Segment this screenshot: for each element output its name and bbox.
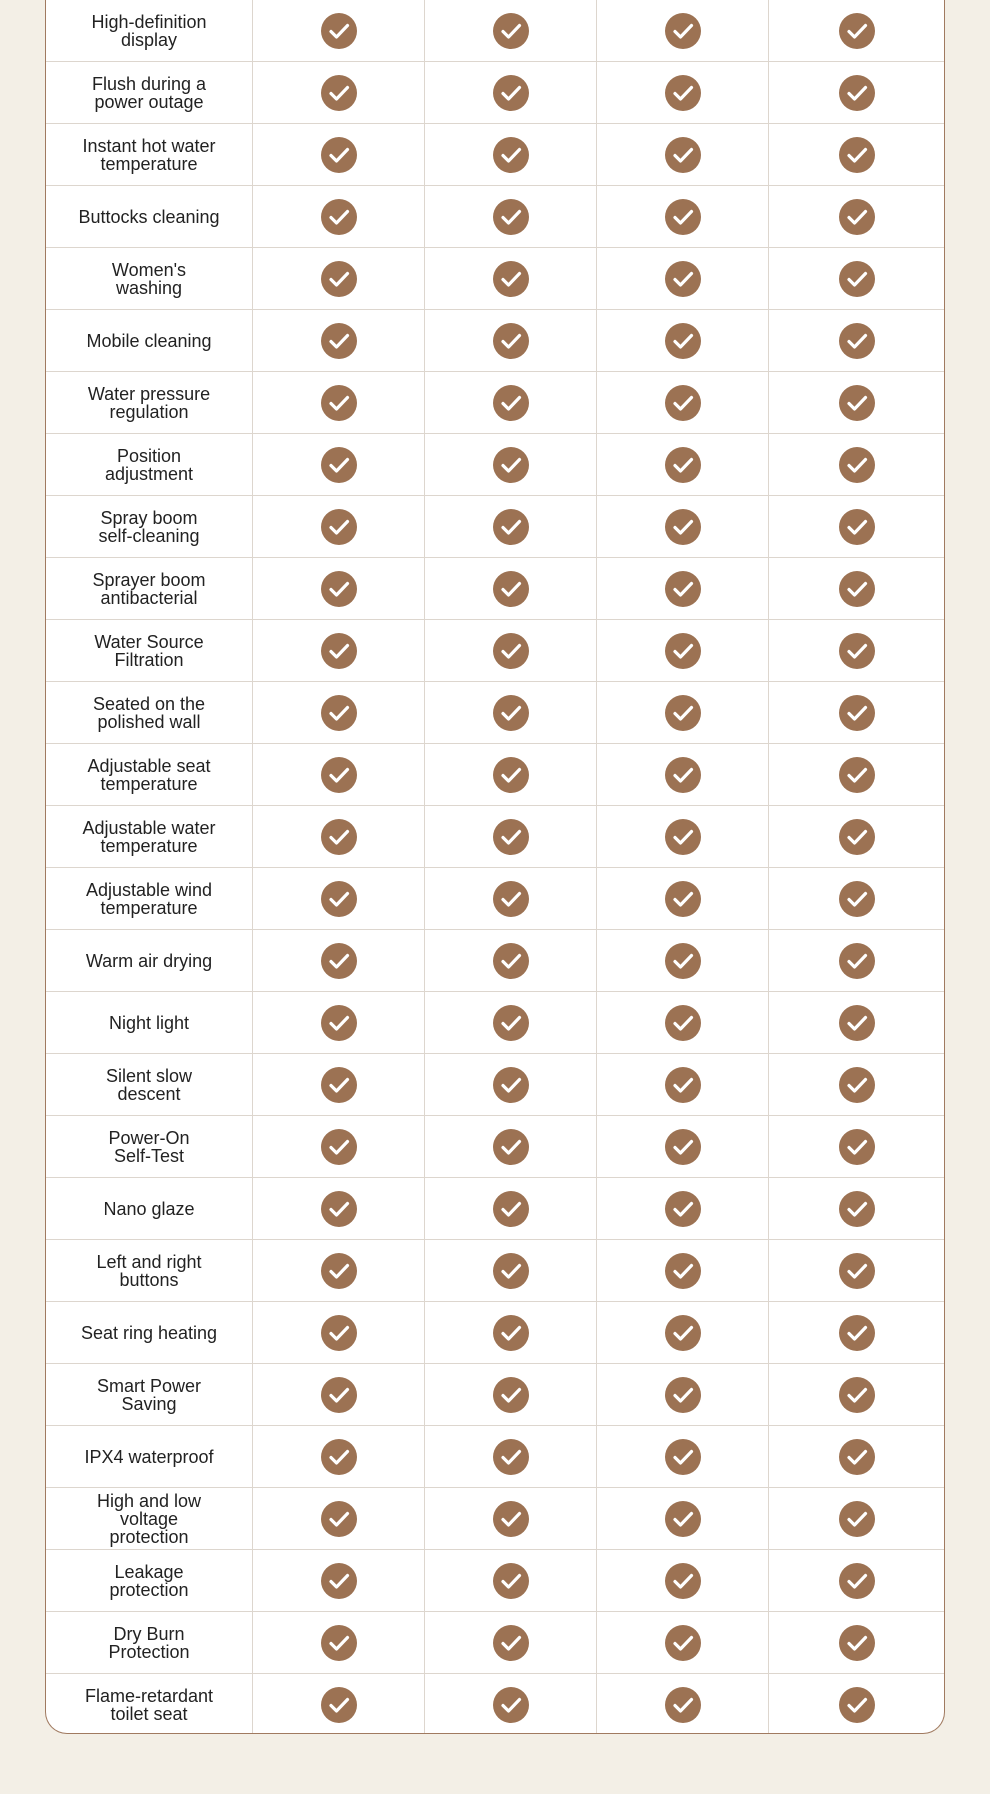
check-cell [597, 434, 769, 495]
check-cell [253, 1426, 425, 1487]
check-circle-icon [665, 695, 701, 731]
check-cell [425, 186, 597, 247]
check-circle-icon [321, 943, 357, 979]
check-circle-icon [665, 323, 701, 359]
check-circle-icon [839, 1005, 875, 1041]
check-circle-icon [665, 1315, 701, 1351]
check-circle-icon [839, 1563, 875, 1599]
check-cell [597, 1302, 769, 1363]
check-circle-icon [321, 1253, 357, 1289]
check-circle-icon [665, 1191, 701, 1227]
check-circle-icon [839, 943, 875, 979]
check-circle-icon [321, 1439, 357, 1475]
check-cell [769, 558, 944, 619]
check-circle-icon [839, 1315, 875, 1351]
check-circle-icon [665, 261, 701, 297]
check-cell [597, 1488, 769, 1549]
check-cell [769, 1550, 944, 1611]
check-circle-icon [493, 1005, 529, 1041]
check-cell [769, 1612, 944, 1673]
check-cell [425, 496, 597, 557]
feature-label: Adjustable water temperature [46, 806, 253, 867]
check-cell [253, 372, 425, 433]
check-cell [597, 868, 769, 929]
check-circle-icon [493, 695, 529, 731]
check-cell [597, 992, 769, 1053]
feature-label: Flush during a power outage [46, 62, 253, 123]
check-circle-icon [665, 1129, 701, 1165]
check-cell [769, 434, 944, 495]
check-cell [769, 248, 944, 309]
check-circle-icon [321, 1191, 357, 1227]
check-cell [425, 310, 597, 371]
table-row [46, 1488, 944, 1550]
feature-label: Mobile cleaning [46, 310, 253, 371]
check-circle-icon [665, 1005, 701, 1041]
check-circle-icon [665, 1625, 701, 1661]
feature-label: Buttocks cleaning [46, 186, 253, 247]
check-cell [425, 1426, 597, 1487]
feature-label: High and low voltage protection [46, 1488, 253, 1549]
check-cell [253, 62, 425, 123]
table-row [46, 186, 944, 248]
check-cell [425, 248, 597, 309]
check-circle-icon [493, 633, 529, 669]
table-row [46, 868, 944, 930]
check-circle-icon [839, 1253, 875, 1289]
check-circle-icon [321, 1067, 357, 1103]
check-cell [425, 1488, 597, 1549]
feature-label: Left and right buttons [46, 1240, 253, 1301]
check-cell [597, 0, 769, 61]
check-circle-icon [665, 447, 701, 483]
table-row [46, 248, 944, 310]
check-cell [597, 1054, 769, 1115]
feature-label: Women's washing [46, 248, 253, 309]
check-circle-icon [493, 1439, 529, 1475]
check-circle-icon [493, 1687, 529, 1723]
check-circle-icon [493, 757, 529, 793]
check-cell [425, 1054, 597, 1115]
feature-label: Sprayer boom antibacterial [46, 558, 253, 619]
check-cell [769, 62, 944, 123]
check-cell [769, 310, 944, 371]
check-circle-icon [839, 1687, 875, 1723]
check-circle-icon [321, 323, 357, 359]
check-cell [769, 1240, 944, 1301]
check-cell [425, 124, 597, 185]
check-circle-icon [493, 1625, 529, 1661]
check-cell [769, 868, 944, 929]
check-cell [425, 806, 597, 867]
check-circle-icon [665, 75, 701, 111]
check-circle-icon [839, 323, 875, 359]
feature-label: Flame-retardant toilet seat [46, 1674, 253, 1734]
feature-label: Position adjustment [46, 434, 253, 495]
table-row [46, 1116, 944, 1178]
table-row [46, 558, 944, 620]
check-circle-icon [665, 199, 701, 235]
check-circle-icon [665, 881, 701, 917]
check-circle-icon [493, 447, 529, 483]
check-cell [597, 310, 769, 371]
check-cell [425, 1178, 597, 1239]
check-cell [769, 930, 944, 991]
check-circle-icon [839, 199, 875, 235]
check-cell [253, 1302, 425, 1363]
check-circle-icon [493, 1563, 529, 1599]
feature-label: Spray boom self-cleaning [46, 496, 253, 557]
check-cell [425, 372, 597, 433]
check-cell [425, 1116, 597, 1177]
table-row [46, 992, 944, 1054]
table-row [46, 1550, 944, 1612]
check-circle-icon [665, 1253, 701, 1289]
check-cell [425, 1302, 597, 1363]
check-circle-icon [665, 943, 701, 979]
check-circle-icon [321, 1625, 357, 1661]
check-cell [253, 0, 425, 61]
check-cell [769, 992, 944, 1053]
check-circle-icon [321, 1501, 357, 1537]
check-cell [253, 1240, 425, 1301]
check-cell [769, 186, 944, 247]
check-circle-icon [839, 13, 875, 49]
check-cell [769, 1364, 944, 1425]
check-circle-icon [321, 571, 357, 607]
table-row [46, 62, 944, 124]
check-circle-icon [839, 261, 875, 297]
check-circle-icon [839, 1191, 875, 1227]
check-cell [597, 930, 769, 991]
check-circle-icon [321, 199, 357, 235]
check-cell [769, 744, 944, 805]
check-cell [597, 186, 769, 247]
check-circle-icon [493, 509, 529, 545]
check-cell [253, 124, 425, 185]
check-cell [253, 992, 425, 1053]
feature-comparison-table [45, 0, 945, 1734]
check-cell [425, 1674, 597, 1734]
check-circle-icon [493, 1129, 529, 1165]
check-circle-icon [839, 1439, 875, 1475]
check-circle-icon [321, 1129, 357, 1165]
feature-label: Smart Power Saving [46, 1364, 253, 1425]
check-cell [253, 806, 425, 867]
check-circle-icon [321, 1315, 357, 1351]
check-circle-icon [839, 447, 875, 483]
table-body [46, 0, 944, 1734]
check-circle-icon [493, 1501, 529, 1537]
check-circle-icon [665, 571, 701, 607]
check-cell [253, 310, 425, 371]
check-cell [769, 0, 944, 61]
feature-label: Dry Burn Protection [46, 1612, 253, 1673]
check-circle-icon [321, 819, 357, 855]
check-circle-icon [665, 509, 701, 545]
check-circle-icon [839, 137, 875, 173]
check-cell [253, 1612, 425, 1673]
check-circle-icon [665, 385, 701, 421]
check-cell [597, 806, 769, 867]
table-row [46, 744, 944, 806]
check-circle-icon [665, 13, 701, 49]
table-row [46, 930, 944, 992]
check-circle-icon [493, 881, 529, 917]
check-cell [769, 496, 944, 557]
check-circle-icon [665, 1687, 701, 1723]
check-circle-icon [839, 819, 875, 855]
check-circle-icon [493, 1253, 529, 1289]
check-circle-icon [665, 1439, 701, 1475]
check-cell [769, 1116, 944, 1177]
check-circle-icon [839, 1067, 875, 1103]
check-cell [253, 434, 425, 495]
check-cell [253, 186, 425, 247]
table-row [46, 310, 944, 372]
feature-label: Seat ring heating [46, 1302, 253, 1363]
check-circle-icon [493, 571, 529, 607]
check-cell [597, 1240, 769, 1301]
feature-label: Seated on the polished wall [46, 682, 253, 743]
check-circle-icon [839, 633, 875, 669]
check-cell [253, 1488, 425, 1549]
check-circle-icon [321, 881, 357, 917]
feature-label: Night light [46, 992, 253, 1053]
check-cell [597, 1116, 769, 1177]
check-cell [425, 992, 597, 1053]
table-row [46, 124, 944, 186]
feature-label: Leakage protection [46, 1550, 253, 1611]
check-circle-icon [493, 385, 529, 421]
table-row [46, 1612, 944, 1674]
check-cell [425, 930, 597, 991]
feature-label: Water Source Filtration [46, 620, 253, 681]
table-row [46, 682, 944, 744]
check-cell [769, 682, 944, 743]
check-cell [597, 124, 769, 185]
check-circle-icon [493, 199, 529, 235]
check-cell [769, 124, 944, 185]
check-circle-icon [665, 819, 701, 855]
check-cell [253, 868, 425, 929]
table-row [46, 434, 944, 496]
check-cell [769, 372, 944, 433]
check-cell [597, 1178, 769, 1239]
check-circle-icon [665, 1067, 701, 1103]
check-cell [769, 1054, 944, 1115]
check-cell [425, 558, 597, 619]
check-cell [769, 1674, 944, 1734]
check-circle-icon [493, 819, 529, 855]
check-cell [253, 682, 425, 743]
check-cell [597, 1674, 769, 1734]
check-cell [769, 806, 944, 867]
feature-label: Nano glaze [46, 1178, 253, 1239]
table-row [46, 496, 944, 558]
table-row [46, 1364, 944, 1426]
check-circle-icon [665, 1501, 701, 1537]
check-circle-icon [665, 757, 701, 793]
check-cell [253, 558, 425, 619]
feature-label: Adjustable wind temperature [46, 868, 253, 929]
check-cell [769, 1302, 944, 1363]
check-cell [597, 248, 769, 309]
check-circle-icon [839, 1377, 875, 1413]
check-cell [253, 1116, 425, 1177]
check-circle-icon [321, 137, 357, 173]
check-circle-icon [321, 1687, 357, 1723]
check-circle-icon [321, 13, 357, 49]
check-cell [253, 1178, 425, 1239]
check-circle-icon [493, 137, 529, 173]
feature-label: Warm air drying [46, 930, 253, 991]
check-cell [425, 434, 597, 495]
check-cell [253, 620, 425, 681]
check-cell [769, 620, 944, 681]
check-circle-icon [321, 1005, 357, 1041]
check-cell [425, 1240, 597, 1301]
check-circle-icon [839, 757, 875, 793]
check-circle-icon [665, 1377, 701, 1413]
table-row [46, 0, 944, 62]
check-circle-icon [321, 75, 357, 111]
feature-label: Water pressure regulation [46, 372, 253, 433]
check-circle-icon [321, 447, 357, 483]
table-row [46, 1178, 944, 1240]
check-circle-icon [665, 633, 701, 669]
feature-label: Silent slow descent [46, 1054, 253, 1115]
table-row [46, 806, 944, 868]
check-cell [425, 1612, 597, 1673]
check-circle-icon [493, 1191, 529, 1227]
check-circle-icon [839, 385, 875, 421]
check-circle-icon [493, 1377, 529, 1413]
check-cell [597, 744, 769, 805]
check-cell [597, 1550, 769, 1611]
check-circle-icon [493, 1067, 529, 1103]
check-circle-icon [321, 261, 357, 297]
check-circle-icon [839, 75, 875, 111]
check-circle-icon [321, 509, 357, 545]
check-cell [425, 0, 597, 61]
feature-label: High-definition display [46, 0, 253, 61]
check-cell [425, 868, 597, 929]
feature-label: Power-On Self-Test [46, 1116, 253, 1177]
check-cell [253, 744, 425, 805]
check-circle-icon [493, 13, 529, 49]
check-cell [769, 1488, 944, 1549]
table-row [46, 620, 944, 682]
check-cell [597, 682, 769, 743]
check-cell [425, 620, 597, 681]
check-cell [769, 1178, 944, 1239]
check-cell [253, 496, 425, 557]
table-row [46, 1054, 944, 1116]
check-cell [253, 1550, 425, 1611]
check-circle-icon [839, 1501, 875, 1537]
check-cell [425, 682, 597, 743]
check-circle-icon [665, 1563, 701, 1599]
check-cell [597, 62, 769, 123]
check-cell [253, 1054, 425, 1115]
feature-label: Instant hot water temperature [46, 124, 253, 185]
check-circle-icon [839, 695, 875, 731]
check-cell [253, 1674, 425, 1734]
check-cell [769, 1426, 944, 1487]
check-circle-icon [839, 881, 875, 917]
table-row [46, 1302, 944, 1364]
feature-label: IPX4 waterproof [46, 1426, 253, 1487]
check-circle-icon [839, 1625, 875, 1661]
check-circle-icon [839, 571, 875, 607]
check-circle-icon [839, 1129, 875, 1165]
check-cell [253, 1364, 425, 1425]
check-cell [425, 1364, 597, 1425]
check-circle-icon [321, 695, 357, 731]
check-circle-icon [321, 1563, 357, 1599]
check-circle-icon [321, 385, 357, 421]
check-circle-icon [321, 757, 357, 793]
check-cell [597, 620, 769, 681]
table-row [46, 372, 944, 434]
table-row [46, 1240, 944, 1302]
check-cell [597, 372, 769, 433]
check-circle-icon [839, 509, 875, 545]
check-cell [425, 62, 597, 123]
check-cell [425, 1550, 597, 1611]
check-circle-icon [321, 1377, 357, 1413]
check-cell [597, 496, 769, 557]
check-cell [597, 1426, 769, 1487]
check-circle-icon [493, 75, 529, 111]
table-row [46, 1426, 944, 1488]
check-cell [597, 558, 769, 619]
check-cell [597, 1612, 769, 1673]
check-cell [253, 248, 425, 309]
table-row [46, 1674, 944, 1734]
check-circle-icon [665, 137, 701, 173]
check-circle-icon [493, 261, 529, 297]
feature-label: Adjustable seat temperature [46, 744, 253, 805]
check-cell [425, 744, 597, 805]
check-circle-icon [493, 943, 529, 979]
check-cell [597, 1364, 769, 1425]
check-circle-icon [493, 323, 529, 359]
check-circle-icon [321, 633, 357, 669]
check-cell [253, 930, 425, 991]
check-circle-icon [493, 1315, 529, 1351]
